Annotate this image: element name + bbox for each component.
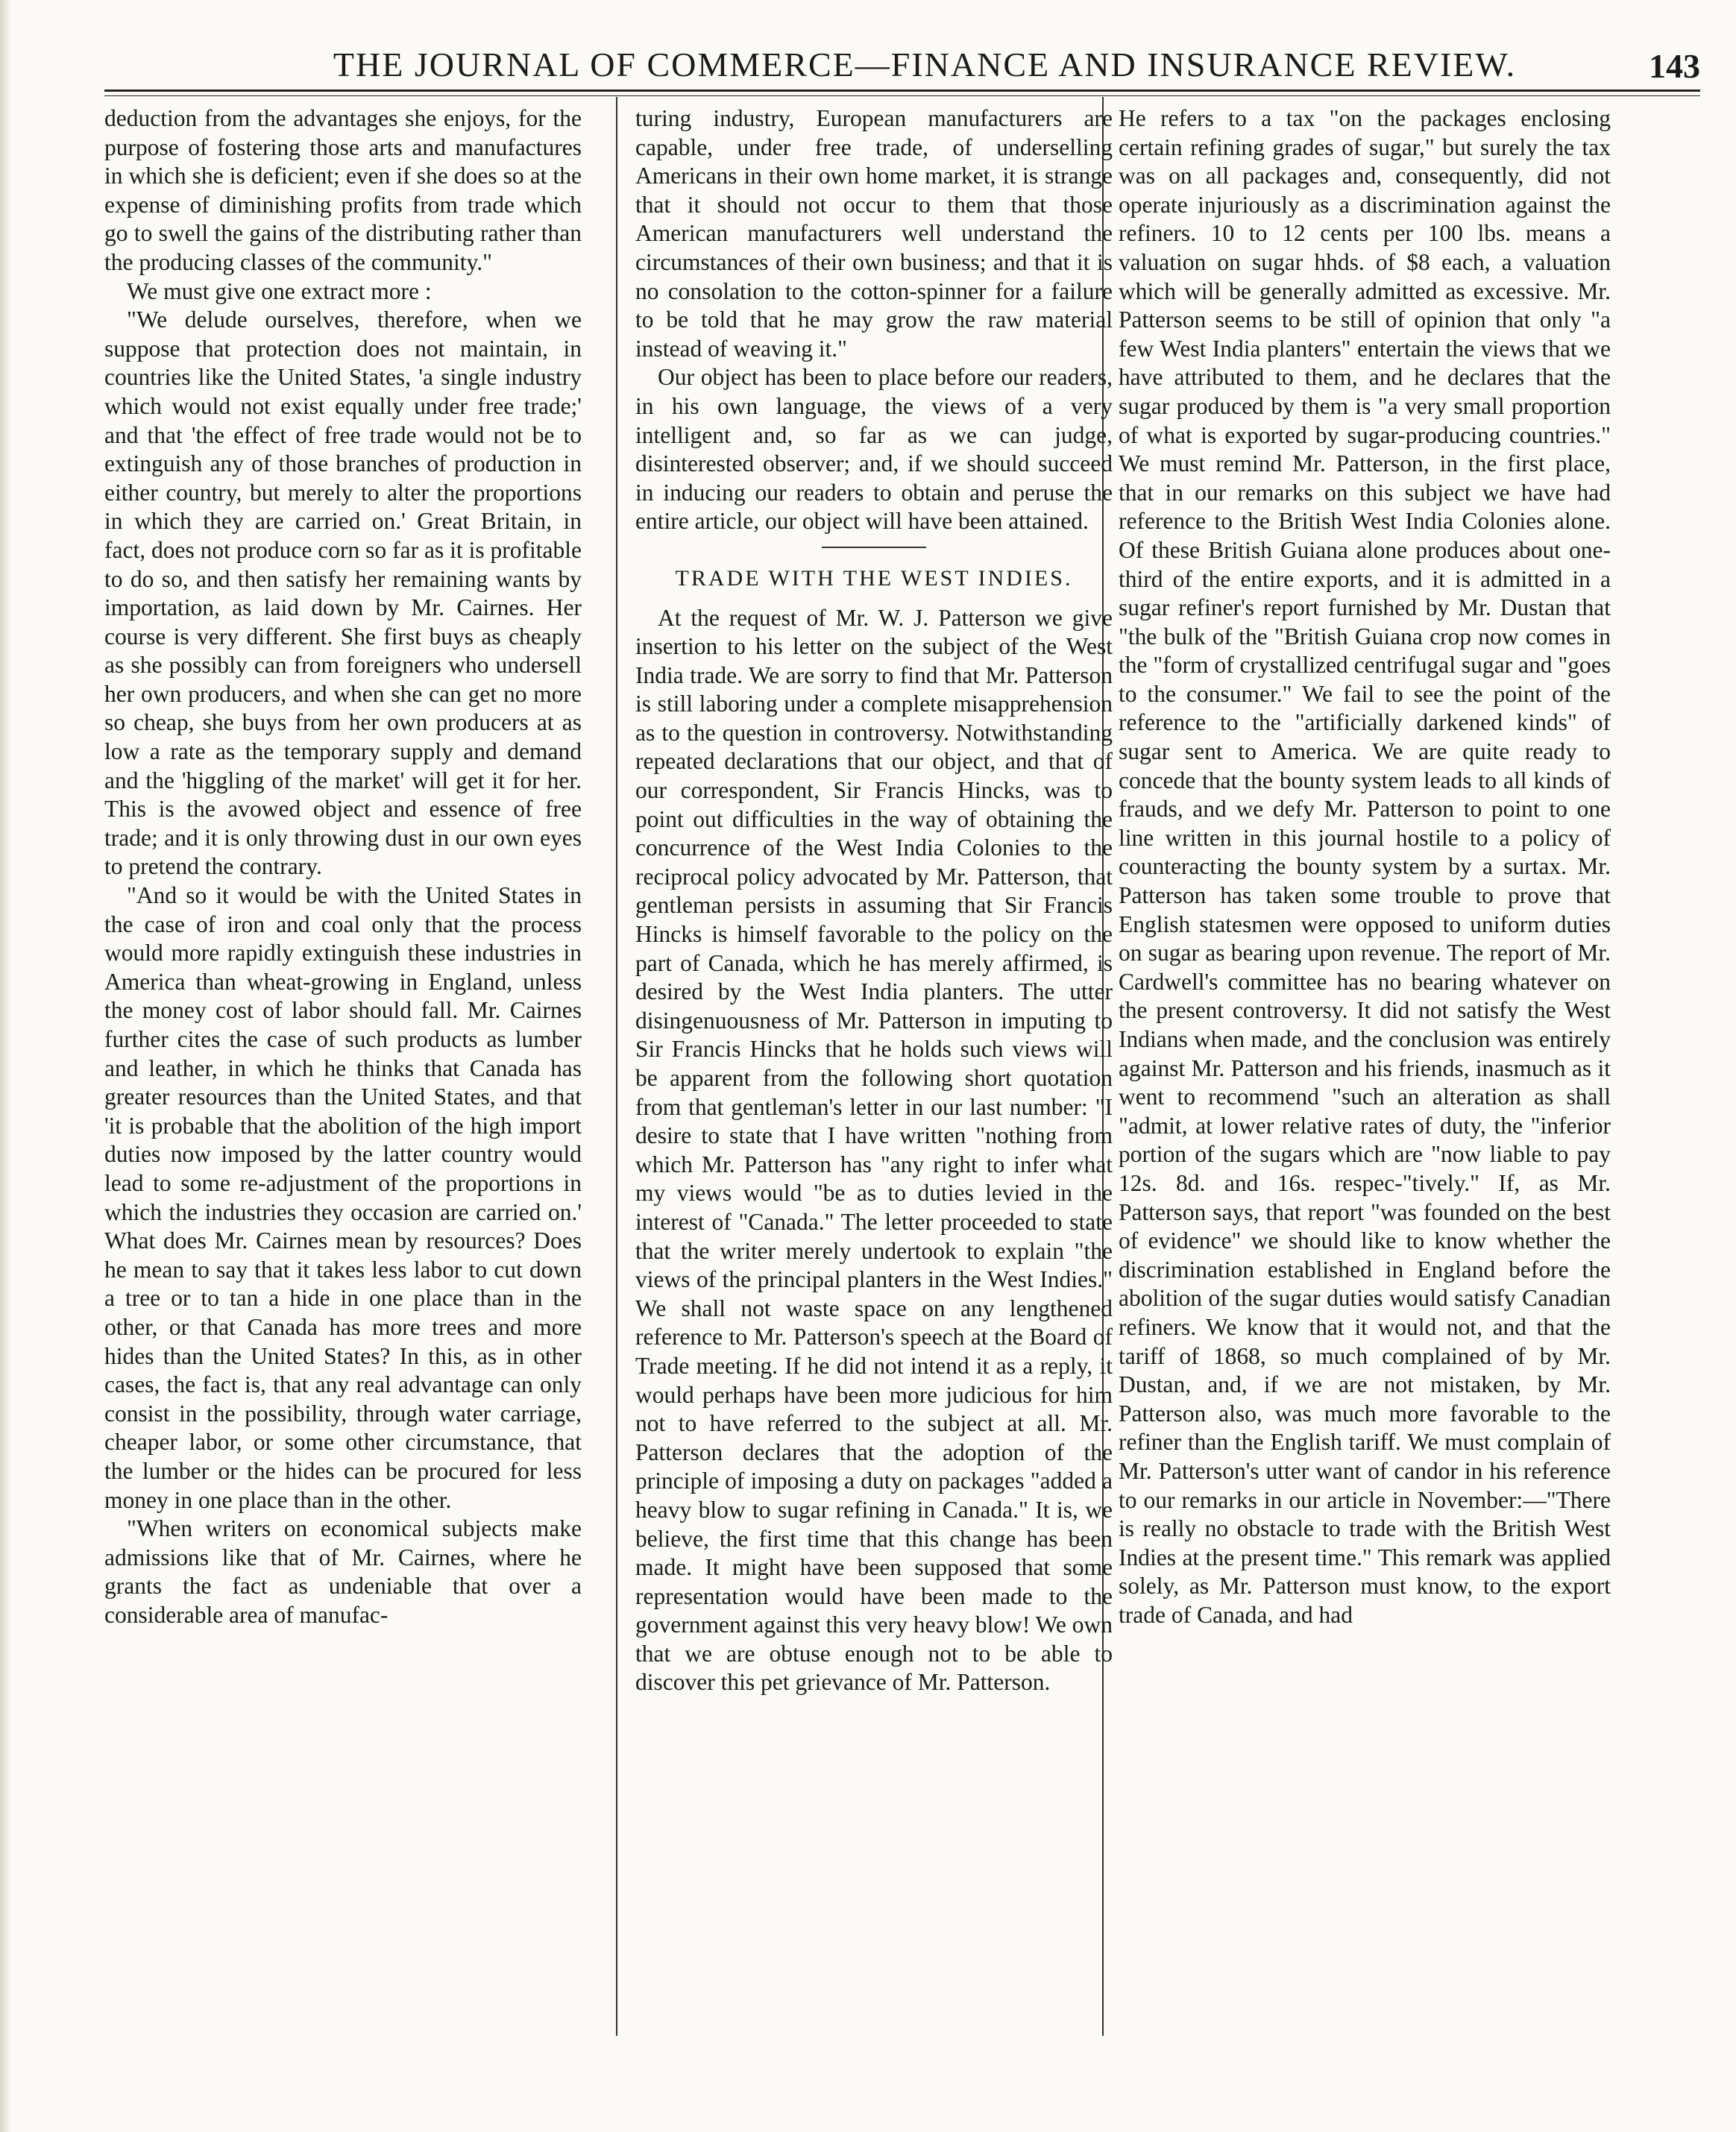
page-header xyxy=(104,45,1700,89)
column-divider xyxy=(616,97,617,2036)
paragraph: We must give one extract more : xyxy=(127,277,432,304)
paragraph: Our object has been to place before our readers, in his own language, the views of a very intelligent and, so far as we can judge, disinterested observer; and, if we should succeed in inducing our readers to obtain and peruse the entire article, our object will have been attained. xyxy=(635,364,1113,535)
header-rule-thin xyxy=(104,95,1700,96)
page-number: 143 xyxy=(1649,47,1700,85)
paragraph: deduction from the advantages she enjoys, for the purpose of fostering those arts and manufactures in which she is deficient; even if she does so at the expense of diminishing profits from trade which go to swell the gains of the distributing rather than the producing classes of the community." xyxy=(104,105,582,275)
column-2 xyxy=(635,104,1113,2088)
section-divider xyxy=(822,547,926,548)
column-1 xyxy=(104,104,582,2088)
header-rule-thick xyxy=(104,89,1700,92)
paragraph: At the request of Mr. W. J. Patterson we give insertion to his letter on the subject of the West India trade. We are sorry to find that Mr. Patterson is still laboring under a complete misapprehension as to the question in controversy. Notwithstanding repeated declarations that our object, and that of our correspondent, Sir Francis Hincks, was to point out difficulties in the way of obtaining the concurrence of the West India Colonies to the reciprocal policy advocated by Mr. Patterson, that gentleman persists in assuming that Sir Francis Hincks is himself favorable to the policy on the part of Canada, which he has merely affirmed, is desired by the West India planters. The utter disingenuousness of Mr. Patterson in imputing to Sir Francis Hincks that he holds such views will be apparent from the following short quotation from that gentleman's letter in our last number: "I desire to state that I have written "nothing from which Mr. Patterson has "any right to infer what my views would "be as to duties levied in the interest of "Canada." The letter proceeded to state that the writer merely undertook to explain "the views of the principal planters in the West Indies." We shall not waste space on any lengthened reference to Mr. Patterson's speech at the Board of Trade meeting. If he did not intend it as a reply, it would perhaps have been more judicious for him not to have referred to the subject at all. Mr. Patterson declares that the adoption of the principle of imposing a duty on packages "added a heavy blow to sugar refining in Canada." It is, we believe, the first time that this change has been made. It might have been supposed that some representation would have been made to the government against this very heavy blow! We own that we are obtuse enough not to be able to discover this pet grievance of Mr. Patterson. xyxy=(635,604,1113,1696)
paragraph: turing industry, European manufacturers are capable, under free trade, of underselling Americans in their own home market, it is strange that it should not occur to them that those American manufacturers well understand the circumstances of their own business; and that it is no consolation to the cotton-spinner for a failure to be told that he may grow the raw material instead of weaving it." xyxy=(635,105,1113,362)
page-edge-shadow xyxy=(0,0,10,2132)
paragraph: "And so it would be with the United States in the case of iron and coal only that the process would more rapidly extinguish these industries in America than wheat-growing in England, unless the money cost of labor should fall. Mr. Cairnes further cites the case of such products as lumber and leather, in which he thinks that Canada has greater resources than the United States, and that 'it is probable that the abolition of the high import duties now imposed by the latter country would lead to some re-adjustment of the proportions in which the industries they occasion are carried on.' What does Mr. Cairnes mean by resources? Does he mean to say that it takes less labor to cut down a tree or to tan a hide in one place than in the other, or that Canada has more trees and more hides than the United States? In this, as in other cases, the fact is, that any real advantage can only consist in the possibility, through water carriage, cheaper labor, or some other circumstance, that the lumber or the hides can be procured for less money in one place than in the other. xyxy=(104,882,582,1513)
column-3 xyxy=(1119,104,1611,2088)
paragraph: "We delude ourselves, therefore, when we suppose that protection does not maintain, in countries like the United States, 'a single industry which would not exist equally under free trade;' and that 'the effect of free trade would not be to extinguish any of those branches of production in either country, but merely to alter the proportions in which they are carried on.' Great Britain, in fact, does not produce corn so far as it is profitable to do so, and then satisfy her remaining wants by importation, as laid down by Mr. Cairnes. Her course is very different. She first buys as cheaply as she possibly can from foreigners who undersell her own producers, and when she can get no more so cheap, she buys from her own producers at as low a rate as the temporary supply and demand and the 'higgling of the market' will get it for her. This is the avowed object and essence of free trade; and it is only throwing dust in our own eyes to pretend the contrary. xyxy=(104,306,582,880)
journal-title: THE JOURNAL OF COMMERCE—FINANCE AND INSURANCE REVIEW. xyxy=(333,45,1517,84)
paragraph: He refers to a tax "on the packages enclosing certain refining grades of sugar," but surely the tax was on all packages and, consequently, did not operate injuriously as a discrimination against the refiners. 10 to 12 cents per 100 lbs. means a valuation on sugar hhds. of $8 each, a valuation which will be generally admitted as excessive. Mr. Patterson seems to be still of opinion that only "a few West India planters" entertain the views that we have attributed to them, and he declares that the sugar produced by them is "a very small proportion of what is exported by sugar-producing countries." We must remind Mr. Patterson, in the first place, that in our remarks on this subject we have had reference to the British West India Colonies alone. Of these British Guiana alone produces about one-third of the entire exports, and it is admitted in a sugar refiner's report furnished by Mr. Dustan that "the bulk of the "British Guiana crop now comes in the "form of crystallized centrifugal sugar and "goes to the consumer." We fail to see the point of the reference to the "artificially darkened kinds" of sugar sent to America. We are quite ready to concede that the bounty system leads to all kinds of frauds, and we defy Mr. Patterson to point to one line written in this journal hostile to a policy of counteracting the bounty system by a surtax. Mr. Patterson has taken some trouble to prove that English statesmen were opposed to uniform duties on sugar as bearing upon revenue. The report of Mr. Cardwell's committee has no bearing whatever on the present controversy. It did not satisfy the West Indians when made, and the conclusion was entirely against Mr. Patterson and his friends, inasmuch as it went to recommend "such an alteration as shall "admit, at lower relative rates of duty, the "inferior portion of the sugars which are "now liable to pay 12s. 8d. and 16s. respec-"tively." If, as Mr. Patterson says, that report "was founded on the best of evidence" we should like to know whether the discrimination established in England before the abolition of the sugar duties would satisfy Canadian refiners. We know that it would not, and that the tariff of 1868, so much complained of by Mr. Dustan, and, if we are not mistaken, by Mr. Patterson also, was much more favorable to the refiner than the English tariff. We must complain of Mr. Patterson's utter want of candor in his reference to our remarks in our article in November:—"There is really no obstacle to trade with the British West Indies at the present time." This remark was applied solely, as Mr. Patterson must know, to the export trade of Canada, and had xyxy=(1119,105,1611,1628)
paragraph: "When writers on economical subjects make admissions like that of Mr. Cairnes, where he grants the fact as undeniable that over a considerable area of manufac- xyxy=(104,1515,582,1628)
article-heading: TRADE WITH THE WEST INDIES. xyxy=(675,565,1073,591)
